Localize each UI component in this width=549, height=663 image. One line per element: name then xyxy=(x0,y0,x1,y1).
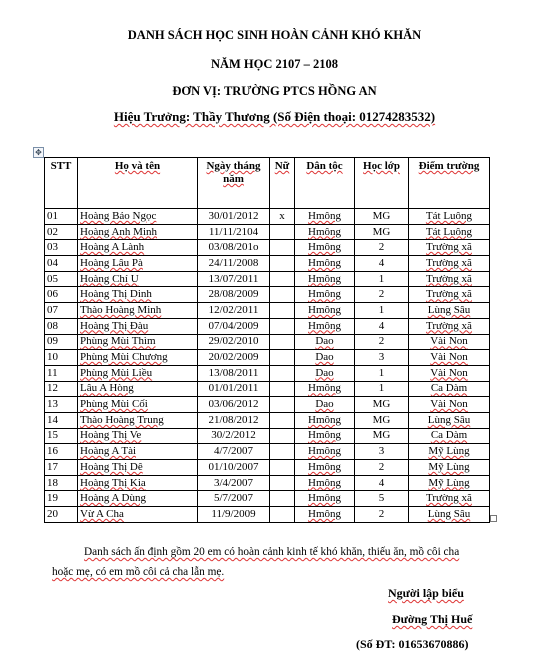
table-cell: Hoàng Thị Đàu xyxy=(78,318,198,334)
document-title: DANH SÁCH HỌC SINH HOÀN CẢNH KHÓ KHĂN xyxy=(127,28,422,42)
table-cell: 16 xyxy=(45,444,78,460)
signer-role: Người lập biểu xyxy=(388,586,464,600)
table-cell: 2 xyxy=(355,460,409,476)
table-cell: 09 xyxy=(45,334,78,350)
table-cell: Trường xã xyxy=(409,287,490,303)
column-header: Họ và tên xyxy=(78,158,198,209)
table-cell: Tát Luông xyxy=(409,209,490,225)
table-row xyxy=(45,397,490,413)
table-row xyxy=(45,240,490,256)
table-cell xyxy=(270,224,295,240)
table-cell: Hmông xyxy=(295,491,355,507)
column-header: Ngày tháng năm xyxy=(198,158,270,209)
move-cross-icon[interactable]: ✥ xyxy=(33,147,44,158)
table-cell: Hmông xyxy=(295,381,355,397)
table-row xyxy=(45,412,490,428)
table-row xyxy=(45,287,490,303)
table-resize-handle[interactable] xyxy=(490,515,497,522)
table-cell: 2 xyxy=(355,334,409,350)
table-cell: Hmông xyxy=(295,209,355,225)
table-cell: 1 xyxy=(355,303,409,319)
table-cell: 13 xyxy=(45,397,78,413)
table-cell: 03/08/201o xyxy=(198,240,270,256)
table-cell: Trường xã xyxy=(409,271,490,287)
table-row xyxy=(45,460,490,476)
table-cell: Ca Dàm xyxy=(409,381,490,397)
table-cell: Dao xyxy=(295,334,355,350)
table-cell: Trường xã xyxy=(409,240,490,256)
table-cell: 01/10/2007 xyxy=(198,460,270,476)
table-cell: Tát Luông xyxy=(409,224,490,240)
table-cell: 12 xyxy=(45,381,78,397)
table-cell xyxy=(270,397,295,413)
table-row xyxy=(45,271,490,287)
table-row xyxy=(45,303,490,319)
table-cell xyxy=(270,381,295,397)
table-cell: Hmông xyxy=(295,287,355,303)
table-cell: Hoàng Chí U xyxy=(78,271,198,287)
table-cell: Vừ A Cha xyxy=(78,507,198,523)
unit-name: ĐƠN VỊ: TRƯỜNG PTCS HỒNG AN xyxy=(172,84,377,98)
table-cell: 5/7/2007 xyxy=(198,491,270,507)
table-cell: Ca Dàm xyxy=(409,428,490,444)
table-cell: 20 xyxy=(45,507,78,523)
column-header: STT xyxy=(45,158,78,209)
table-cell: 05 xyxy=(45,271,78,287)
table-cell xyxy=(270,428,295,444)
table-cell xyxy=(270,271,295,287)
table-cell: 4 xyxy=(355,475,409,491)
table-cell: 07/04/2009 xyxy=(198,318,270,334)
table-cell: 02 xyxy=(45,224,78,240)
table-cell: 24/11/2008 xyxy=(198,256,270,272)
table-cell: Thào Hoàng Trung xyxy=(78,412,198,428)
table-cell: Hmông xyxy=(295,271,355,287)
table-cell: Mỹ Lùng xyxy=(409,475,490,491)
table-cell: Dao xyxy=(295,365,355,381)
table-cell: Hmông xyxy=(295,460,355,476)
table-cell: Phùng Mùi Cối xyxy=(78,397,198,413)
table-cell: 30/2/2012 xyxy=(198,428,270,444)
table-cell: Hmông xyxy=(295,256,355,272)
table-cell xyxy=(270,475,295,491)
table-cell: Lâu A Hòng xyxy=(78,381,198,397)
table-cell: Hoàng A Lành xyxy=(78,240,198,256)
table-cell xyxy=(270,287,295,303)
table-cell: Hmông xyxy=(295,240,355,256)
table-cell xyxy=(270,460,295,476)
table-cell: 5 xyxy=(355,491,409,507)
table-cell: 1 xyxy=(355,381,409,397)
table-row xyxy=(45,428,490,444)
table-cell: Hoàng Thị Dinh xyxy=(78,287,198,303)
table-cell: 14 xyxy=(45,412,78,428)
table-cell: Hmông xyxy=(295,428,355,444)
table-row xyxy=(45,365,490,381)
table-cell: 08 xyxy=(45,318,78,334)
table-cell: 06 xyxy=(45,287,78,303)
signer-phone: (Số ĐT: 01653670886) xyxy=(356,637,469,651)
table-cell: Trường xã xyxy=(409,491,490,507)
table-cell: 10 xyxy=(45,350,78,366)
table-cell: Hoàng Thị Kia xyxy=(78,475,198,491)
table-cell: MG xyxy=(355,412,409,428)
table-cell: Mỹ Lùng xyxy=(409,444,490,460)
column-header: Điểm trường xyxy=(409,158,490,209)
table-cell: Lùng Sâu xyxy=(409,412,490,428)
table-cell xyxy=(270,303,295,319)
table-cell: Vài Non xyxy=(409,350,490,366)
table-cell: 11/9/2009 xyxy=(198,507,270,523)
table-cell: 11/11/2104 xyxy=(198,224,270,240)
table-cell: 1 xyxy=(355,365,409,381)
table-cell: 18 xyxy=(45,475,78,491)
table-cell: 07 xyxy=(45,303,78,319)
table-cell: 4 xyxy=(355,318,409,334)
table-row xyxy=(45,256,490,272)
table-cell: Hmông xyxy=(295,224,355,240)
table-cell: Hoàng A Dùng xyxy=(78,491,198,507)
table-cell xyxy=(270,412,295,428)
table-cell: Trường xã xyxy=(409,256,490,272)
table-cell: Hmông xyxy=(295,475,355,491)
signer-name: Đường Thị Huế xyxy=(392,612,473,626)
table-row xyxy=(45,334,490,350)
table-cell: 30/01/2012 xyxy=(198,209,270,225)
table-cell: Hoàng A Tài xyxy=(78,444,198,460)
table-cell: 29/02/2010 xyxy=(198,334,270,350)
table-cell: Vài Non xyxy=(409,365,490,381)
table-cell xyxy=(270,444,295,460)
table-row xyxy=(45,491,490,507)
table-cell: 3/4/2007 xyxy=(198,475,270,491)
table-cell: x xyxy=(270,209,295,225)
table-cell: Hoàng Thị Dê xyxy=(78,460,198,476)
table-cell: Hmông xyxy=(295,412,355,428)
table-cell: MG xyxy=(355,224,409,240)
table-row xyxy=(45,444,490,460)
table-cell: 13/08/2011 xyxy=(198,365,270,381)
table-cell: 01 xyxy=(45,209,78,225)
students-table xyxy=(44,157,490,523)
column-header: Học lớp xyxy=(355,158,409,209)
table-cell: Dao xyxy=(295,350,355,366)
table-cell: 17 xyxy=(45,460,78,476)
table-cell: Trường xã xyxy=(409,318,490,334)
table-cell: 3 xyxy=(355,444,409,460)
summary-note: Danh sách ấn định gồm 20 em có hoàn cảnh kinh tế khó khăn, thiếu ăn, mồ côi cha hoặc mẹ, có em mồ côi cả cha lẫn mẹ. xyxy=(52,546,460,578)
table-cell: Vài Non xyxy=(409,334,490,350)
table-cell: 11 xyxy=(45,365,78,381)
table-cell: Phùng Mùi Chương xyxy=(78,350,198,366)
table-cell: Dao xyxy=(295,397,355,413)
column-header: Dân tộc xyxy=(295,158,355,209)
table-cell xyxy=(270,334,295,350)
table-cell: 2 xyxy=(355,287,409,303)
table-cell: Thào Hoàng Minh xyxy=(78,303,198,319)
table-cell: Hmông xyxy=(295,303,355,319)
table-row xyxy=(45,475,490,491)
table-cell xyxy=(270,350,295,366)
table-cell: 13/07/2011 xyxy=(198,271,270,287)
table-cell: Hoàng Bảo Ngọc xyxy=(78,209,198,225)
table-cell: 2 xyxy=(355,240,409,256)
table-cell xyxy=(270,318,295,334)
table-cell: 21/08/2012 xyxy=(198,412,270,428)
table-row xyxy=(45,507,490,523)
table-cell: MG xyxy=(355,428,409,444)
table-cell: Phùng Mùi Thìm xyxy=(78,334,198,350)
table-cell: Hmông xyxy=(295,444,355,460)
table-cell xyxy=(270,256,295,272)
table-row xyxy=(45,209,490,225)
table-cell: Phùng Mùi Liều xyxy=(78,365,198,381)
table-cell: 15 xyxy=(45,428,78,444)
table-cell: 12/02/2011 xyxy=(198,303,270,319)
table-cell: Hmông xyxy=(295,507,355,523)
table-cell: Hoàng Thị Ve xyxy=(78,428,198,444)
table-cell: Vài Non xyxy=(409,397,490,413)
table-body xyxy=(45,209,490,523)
table-cell: 4 xyxy=(355,256,409,272)
table-cell: 3 xyxy=(355,350,409,366)
table-cell: 4/7/2007 xyxy=(198,444,270,460)
table-cell: Hoàng Lâu Pà xyxy=(78,256,198,272)
table-cell xyxy=(270,491,295,507)
table-row xyxy=(45,318,490,334)
table-cell: 2 xyxy=(355,507,409,523)
table-cell: Hmông xyxy=(295,318,355,334)
column-header: Nữ xyxy=(270,158,295,209)
table-row xyxy=(45,350,490,366)
table-cell: Lùng Sâu xyxy=(409,303,490,319)
table-cell xyxy=(270,507,295,523)
table-row xyxy=(45,381,490,397)
table-cell xyxy=(270,365,295,381)
table-cell: MG xyxy=(355,397,409,413)
table-row xyxy=(45,224,490,240)
principal-line: Hiệu Trưởng: Thầy Thương (Số Điện thoại: 01274283532) xyxy=(113,109,436,124)
table-cell: 1 xyxy=(355,271,409,287)
table-cell: 19 xyxy=(45,491,78,507)
table-header-row xyxy=(45,158,490,209)
table-cell: 03/06/2012 xyxy=(198,397,270,413)
table-cell: MG xyxy=(355,209,409,225)
table-cell: 20/02/2009 xyxy=(198,350,270,366)
table-cell: 01/01/2011 xyxy=(198,381,270,397)
table-cell: Hoàng Anh Minh xyxy=(78,224,198,240)
table-cell: 28/08/2009 xyxy=(198,287,270,303)
table-cell: Lùng Sâu xyxy=(409,507,490,523)
table-cell: Mỹ Lùng xyxy=(409,460,490,476)
school-year: NĂM HỌC 2107 – 2108 xyxy=(210,57,339,71)
table-cell xyxy=(270,240,295,256)
table-cell: 04 xyxy=(45,256,78,272)
table-cell: 03 xyxy=(45,240,78,256)
